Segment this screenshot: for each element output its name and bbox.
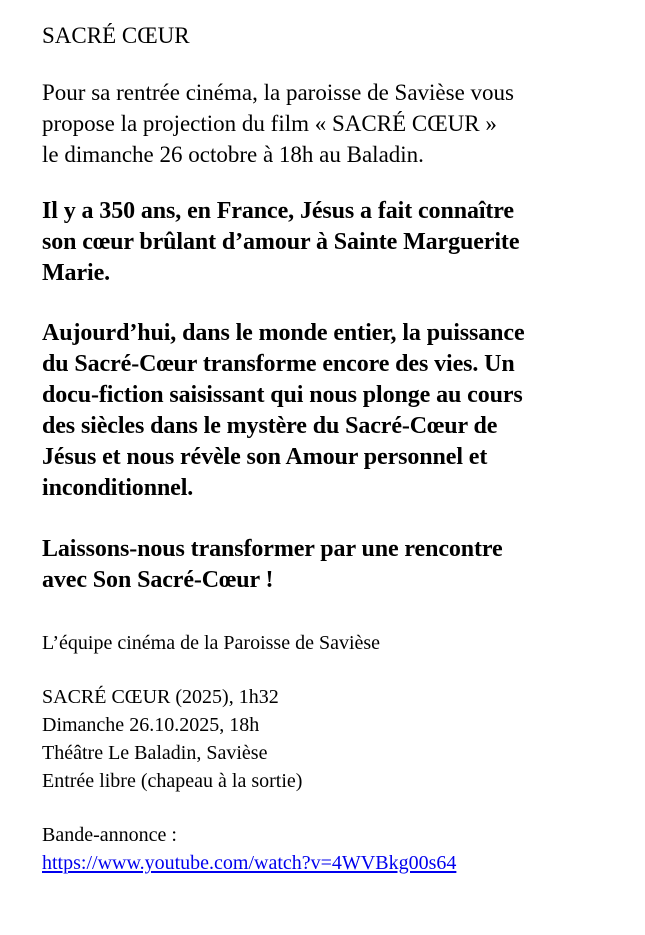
event-info-line: SACRÉ CŒUR (2025), 1h32 bbox=[42, 686, 279, 708]
description-line: du Sacré-Cœur transforme encore des vies. Un bbox=[42, 351, 515, 377]
description-line: docu-fiction saisissant qui nous plonge au cours bbox=[42, 382, 523, 408]
title-text: SACRÉ CŒUR bbox=[42, 23, 190, 48]
invitation-line: avec Son Sacré-Cœur ! bbox=[42, 567, 274, 593]
intro-line: Pour sa rentrée cinéma, la paroisse de Savièse vous bbox=[42, 80, 514, 105]
history-line: Marie. bbox=[42, 260, 111, 286]
intro-line: le dimanche 26 octobre à 18h au Baladin. bbox=[42, 142, 424, 167]
event-info-line: Entrée libre (chapeau à la sortie) bbox=[42, 770, 303, 792]
invitation-line: Laissons-nous transformer par une rencontre bbox=[42, 536, 503, 562]
trailer-label: Bande-annonce : bbox=[42, 824, 177, 846]
description-line: Jésus et nous révèle son Amour personnel et bbox=[42, 444, 488, 470]
intro-paragraph bbox=[42, 77, 637, 170]
history-line: son cœur brûlant d’amour à Sainte Marguerite bbox=[42, 229, 520, 255]
signature-text: L’équipe cinéma de la Paroisse de Savièse bbox=[42, 632, 381, 654]
signature bbox=[42, 629, 637, 657]
event-info-line: Théâtre Le Baladin, Savièse bbox=[42, 742, 268, 764]
document-page bbox=[42, 20, 637, 877]
event-info bbox=[42, 683, 637, 795]
history-paragraph bbox=[42, 196, 637, 289]
trailer-link[interactable]: https://www.youtube.com/watch?v=4WVBkg00s64 bbox=[42, 852, 457, 874]
history-line: Il y a 350 ans, en France, Jésus a fait connaître bbox=[42, 198, 514, 224]
description-paragraph bbox=[42, 318, 637, 504]
description-line: Aujourd’hui, dans le monde entier, la puissance bbox=[42, 320, 525, 346]
description-line: des siècles dans le mystère du Sacré-Cœur de bbox=[42, 413, 498, 439]
invitation-paragraph bbox=[42, 534, 637, 596]
event-info-line: Dimanche 26.10.2025, 18h bbox=[42, 714, 260, 736]
document-title bbox=[42, 20, 637, 51]
intro-line: propose la projection du film « SACRÉ CŒUR » bbox=[42, 111, 497, 136]
trailer-section bbox=[42, 821, 637, 877]
description-line: inconditionnel. bbox=[42, 475, 194, 501]
